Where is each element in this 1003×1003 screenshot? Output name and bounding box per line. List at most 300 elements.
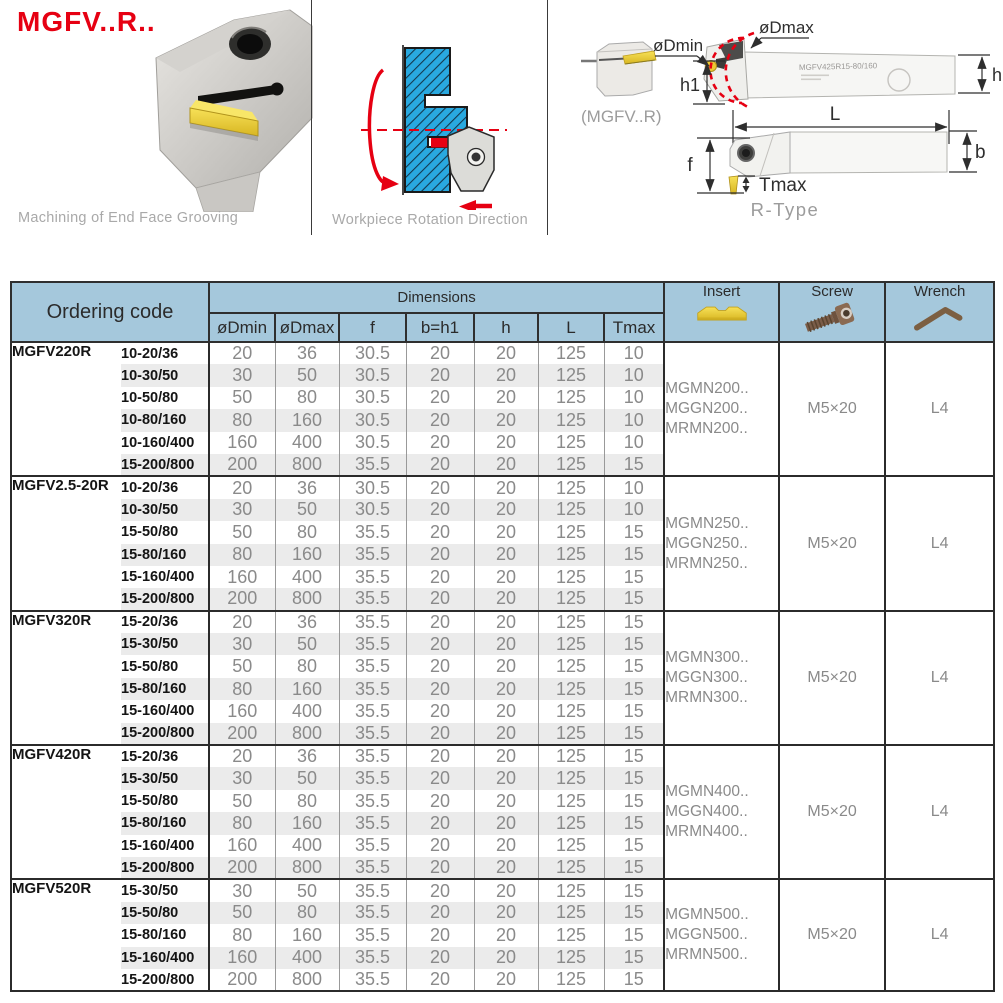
insert-code: MGMN400.. [665,783,749,801]
page-title: MGFV..R.. [17,6,156,37]
dim-value: 20 [406,835,474,857]
dim-value: 200 [209,723,275,745]
dim-value: 400 [275,947,339,969]
dim-value: 20 [406,655,474,677]
dim-value: 20 [474,678,538,700]
dim-value: 125 [538,700,604,722]
dim-value: 20 [406,879,474,901]
dim-value: 15 [604,812,664,834]
col-L: L [538,313,604,342]
dim-value: 125 [538,812,604,834]
col-bh1: b=h1 [406,313,474,342]
wrench-header [885,282,994,342]
dim-value: 10 [604,342,664,364]
insert-code: MRMN400.. [665,823,748,841]
size-code: 15-80/160 [121,812,209,834]
dim-value: 15 [604,767,664,789]
dim-value: 125 [538,387,604,409]
dim-value: 20 [474,700,538,722]
dim-value: 125 [538,566,604,588]
dim-value: 15 [604,745,664,767]
dim-value: 50 [275,879,339,901]
dim-value: 30.5 [339,364,406,386]
dim-value: 20 [209,476,275,498]
dim-value: 125 [538,924,604,946]
dim-value: 20 [406,633,474,655]
dim-value: 36 [275,611,339,633]
col-dmin: øDmin [209,313,275,342]
dim-value: 20 [406,857,474,879]
dim-value: 20 [474,611,538,633]
dim-value: 20 [474,835,538,857]
dim-value: 160 [275,812,339,834]
dim-value: 15 [604,835,664,857]
dim-value: 20 [474,633,538,655]
table-row [11,879,994,901]
dim-value: 35.5 [339,611,406,633]
insert-code: MGGN400.. [665,803,748,821]
dim-value: 160 [275,924,339,946]
dim-value: 20 [406,902,474,924]
spec-table [10,281,995,992]
dim-value: 20 [406,767,474,789]
insert-code: MRMN300.. [665,688,748,706]
dim-value: 35.5 [339,521,406,543]
dim-value: 125 [538,879,604,901]
screw-size: M5×20 [779,611,885,745]
insert-code: MGMN500.. [665,906,749,924]
dim-value: 125 [538,611,604,633]
dim-value: 160 [275,409,339,431]
dim-value: 20 [474,790,538,812]
dim-value: 20 [406,745,474,767]
f-label: f [687,155,693,176]
dim-value: 20 [406,432,474,454]
dmin-label: øDmin [653,36,704,55]
dim-value: 50 [209,902,275,924]
dim-value: 80 [209,544,275,566]
size-code: 15-80/160 [121,678,209,700]
dim-value: 30 [209,879,275,901]
dim-value: 15 [604,700,664,722]
dim-value: 15 [604,790,664,812]
size-code: 15-30/50 [121,633,209,655]
dim-value: 20 [406,454,474,476]
size-code: 15-200/800 [121,857,209,879]
dim-value: 125 [538,723,604,745]
size-code: 15-50/80 [121,655,209,677]
dim-value: 20 [474,588,538,610]
dim-value: 15 [604,655,664,677]
size-code: 15-200/800 [121,588,209,610]
screw-size: M5×20 [779,745,885,879]
dim-value: 30.5 [339,387,406,409]
size-code: 15-200/800 [121,969,209,991]
insert-codes [664,342,779,476]
dim-value: 125 [538,588,604,610]
dim-value: 125 [538,969,604,991]
dim-value: 50 [209,387,275,409]
dim-value: 200 [209,454,275,476]
dim-value: 35.5 [339,924,406,946]
dim-value: 15 [604,947,664,969]
dim-value: 20 [406,723,474,745]
dim-value: 400 [275,566,339,588]
dim-value: 125 [538,767,604,789]
ordering-code-header: Ordering code [11,282,209,342]
screw-icon [797,301,867,335]
dim-value: 20 [474,655,538,677]
dim-value: 15 [604,454,664,476]
dim-value: 160 [209,947,275,969]
dimensions-header: Dimensions [209,282,664,313]
dim-value: 125 [538,633,604,655]
dimension-drawing [547,0,1003,248]
dim-value: 160 [209,835,275,857]
size-code: 10-80/160 [121,409,209,431]
dim-value: 80 [275,387,339,409]
dim-value: 15 [604,902,664,924]
dim-value: 15 [604,879,664,901]
size-code: 15-30/50 [121,879,209,901]
dim-value: 125 [538,745,604,767]
dim-value: 20 [474,566,538,588]
dim-value: 20 [474,969,538,991]
dim-value: 10 [604,409,664,431]
size-code: 15-50/80 [121,902,209,924]
dim-value: 20 [406,566,474,588]
dim-value: 35.5 [339,454,406,476]
dim-value: 125 [538,790,604,812]
insert-code: MGGN200.. [665,400,748,418]
wrench-icon [909,301,971,333]
dim-value: 20 [474,767,538,789]
dim-value: 20 [209,745,275,767]
dim-value: 125 [538,409,604,431]
insert-header-label: Insert [702,283,741,300]
dim-value: 35.5 [339,902,406,924]
thumb-label: (MGFV..R) [581,107,662,126]
dim-value: 15 [604,588,664,610]
insert-code: MGMN200.. [665,380,749,398]
dim-value: 800 [275,723,339,745]
insert-header [664,282,779,342]
dim-value: 125 [538,342,604,364]
col-tmax: Tmax [604,313,664,342]
model-code: MGFV520R [11,879,121,991]
dim-value: 15 [604,611,664,633]
dim-value: 160 [209,432,275,454]
insert-codes [664,476,779,610]
dim-value: 10 [604,387,664,409]
dim-value: 400 [275,700,339,722]
dim-value: 50 [275,767,339,789]
dim-value: 20 [474,924,538,946]
dmax-label: øDmax [759,18,814,37]
dim-value: 20 [406,387,474,409]
dim-value: 125 [538,454,604,476]
dim-value: 15 [604,544,664,566]
dim-value: 20 [406,499,474,521]
table-row [11,745,994,767]
dim-value: 20 [209,342,275,364]
dim-value: 20 [406,924,474,946]
dim-value: 125 [538,544,604,566]
insert-code: MGMN300.. [665,648,749,666]
table-row [11,342,994,364]
dim-value: 15 [604,521,664,543]
size-code: 15-160/400 [121,700,209,722]
table-row [11,476,994,498]
dim-value: 125 [538,947,604,969]
side-view [704,33,955,108]
screw-size: M5×20 [779,476,885,610]
dim-value: 15 [604,566,664,588]
dim-value: 20 [474,544,538,566]
wrench-size: L4 [885,342,994,476]
size-code: 10-30/50 [121,499,209,521]
dim-value: 35.5 [339,655,406,677]
dim-value: 125 [538,364,604,386]
insert-code: MRMN250.. [665,554,748,572]
dim-value: 80 [275,790,339,812]
dim-value: 35.5 [339,678,406,700]
dim-value: 125 [538,521,604,543]
dim-value: 50 [275,499,339,521]
screw-size: M5×20 [779,342,885,476]
dim-value: 400 [275,432,339,454]
screw-header-label: Screw [811,283,853,300]
dim-value: 50 [209,521,275,543]
dim-value: 20 [406,544,474,566]
b-label: b [975,142,986,163]
dim-value: 20 [406,476,474,498]
dim-value: 125 [538,655,604,677]
dim-value: 20 [406,678,474,700]
dim-value: 15 [604,969,664,991]
dim-value: 80 [209,678,275,700]
dim-value: 35.5 [339,700,406,722]
rtype-label: R-Type [750,199,820,220]
size-code: 15-160/400 [121,835,209,857]
wrench-header-label: Wrench [913,283,966,300]
dim-value: 125 [538,432,604,454]
spec-table-body [11,342,994,991]
dim-value: 20 [474,745,538,767]
dim-value: 30 [209,499,275,521]
h-label: h [992,65,1003,85]
dim-value: 20 [406,969,474,991]
insert-icon [691,301,753,327]
dim-value: 30 [209,767,275,789]
dim-value: 80 [275,902,339,924]
size-code: 15-160/400 [121,947,209,969]
dim-value: 20 [406,790,474,812]
etched-code: MGFV425R15-80/160 [798,61,878,72]
wrench-size: L4 [885,745,994,879]
dim-value: 30.5 [339,476,406,498]
dim-value: 20 [474,521,538,543]
L-label: L [829,104,841,125]
dim-value: 30.5 [339,409,406,431]
dim-value: 160 [209,566,275,588]
dim-value: 80 [209,409,275,431]
dim-value: 20 [474,364,538,386]
dim-value: 160 [209,700,275,722]
dim-value: 15 [604,678,664,700]
dim-value: 35.5 [339,857,406,879]
wrench-size: L4 [885,476,994,610]
dim-value: 125 [538,476,604,498]
dim-value: 800 [275,857,339,879]
dim-value: 20 [209,611,275,633]
insert-codes [664,745,779,879]
col-dmax: øDmax [275,313,339,342]
dim-value: 80 [275,655,339,677]
dim-value: 160 [275,678,339,700]
size-code: 10-30/50 [121,364,209,386]
dim-value: 36 [275,745,339,767]
size-code: 15-200/800 [121,723,209,745]
tmax-label: Tmax [759,175,807,196]
insert-code: MRMN500.. [665,946,748,964]
dim-value: 20 [406,611,474,633]
size-code: 10-20/36 [121,342,209,364]
dim-value: 125 [538,902,604,924]
dim-value: 80 [209,924,275,946]
section-divider [311,0,312,235]
dim-value: 35.5 [339,745,406,767]
dim-value: 125 [538,499,604,521]
size-code: 15-20/36 [121,611,209,633]
dim-value: 36 [275,476,339,498]
dim-value: 35.5 [339,812,406,834]
dim-value: 30 [209,364,275,386]
size-code: 15-50/80 [121,521,209,543]
dim-value: 20 [474,857,538,879]
insert-code: MGGN300.. [665,668,748,686]
dim-value: 35.5 [339,566,406,588]
dim-value: 35.5 [339,588,406,610]
dim-value: 35.5 [339,947,406,969]
dim-value: 35.5 [339,544,406,566]
dim-value: 35.5 [339,723,406,745]
size-code: 15-80/160 [121,544,209,566]
insert-code: MGGN250.. [665,534,748,552]
model-code: MGFV320R [11,611,121,745]
dim-value: 10 [604,432,664,454]
dim-value: 10 [604,499,664,521]
dim-value: 160 [275,544,339,566]
dim-value: 35.5 [339,879,406,901]
dim-value: 20 [474,947,538,969]
dim-value: 20 [474,476,538,498]
rotation-arrow [369,70,390,183]
dim-value: 200 [209,857,275,879]
size-code: 15-50/80 [121,790,209,812]
dim-value: 35.5 [339,767,406,789]
size-code: 15-30/50 [121,767,209,789]
h1-label: h1 [680,75,701,95]
dim-value: 20 [406,342,474,364]
dim-value: 200 [209,969,275,991]
col-h: h [474,313,538,342]
dim-value: 20 [474,342,538,364]
dim-value: 20 [474,432,538,454]
col-f: f [339,313,406,342]
insert-code: MGGN500.. [665,926,748,944]
dim-value: 15 [604,633,664,655]
insert-tip [729,176,738,194]
dim-value: 20 [474,812,538,834]
dim-value: 20 [474,454,538,476]
dim-value: 125 [538,835,604,857]
size-code: 15-160/400 [121,566,209,588]
size-code: 15-200/800 [121,454,209,476]
dim-value: 15 [604,857,664,879]
dim-value: 20 [406,409,474,431]
screw-header [779,282,885,342]
dim-value: 35.5 [339,835,406,857]
cutting-insert [431,138,448,148]
dim-value: 20 [474,879,538,901]
dim-value: 20 [474,499,538,521]
dim-value: 35.5 [339,633,406,655]
wrench-size: L4 [885,879,994,991]
size-code: 15-20/36 [121,745,209,767]
dim-value: 20 [406,700,474,722]
dim-value: 50 [209,790,275,812]
dim-value: 20 [406,947,474,969]
dim-value: 800 [275,588,339,610]
model-code: MGFV420R [11,745,121,879]
dim-value: 30.5 [339,342,406,364]
dim-value: 200 [209,588,275,610]
insert-code: MRMN200.. [665,420,748,438]
dim-value: 800 [275,969,339,991]
dim-value: 10 [604,476,664,498]
tool-thumbnail [581,42,656,96]
model-code: MGFV220R [11,342,121,476]
dim-value: 36 [275,342,339,364]
dim-value: 20 [406,521,474,543]
dim-value: 50 [209,655,275,677]
rotation-diagram [315,10,545,210]
size-code: 10-50/80 [121,387,209,409]
dim-value: 35.5 [339,969,406,991]
dim-value: 20 [406,812,474,834]
dim-value: 30.5 [339,432,406,454]
dim-value: 35.5 [339,790,406,812]
dim-value: 50 [275,364,339,386]
dim-value: 30.5 [339,499,406,521]
model-code: MGFV2.5-20R [11,476,121,610]
photo-caption: Machining of End Face Grooving [18,210,239,226]
rotation-caption: Workpiece Rotation Direction [332,212,528,228]
insert-code: MGMN250.. [665,514,749,532]
dim-value: 20 [474,902,538,924]
dim-value: 20 [406,364,474,386]
dim-value: 80 [209,812,275,834]
insert-codes [664,611,779,745]
insert-codes [664,879,779,991]
dim-value: 20 [474,387,538,409]
dim-value: 20 [474,409,538,431]
dim-value: 50 [275,633,339,655]
size-code: 15-80/160 [121,924,209,946]
dim-value: 800 [275,454,339,476]
dim-value: 400 [275,835,339,857]
